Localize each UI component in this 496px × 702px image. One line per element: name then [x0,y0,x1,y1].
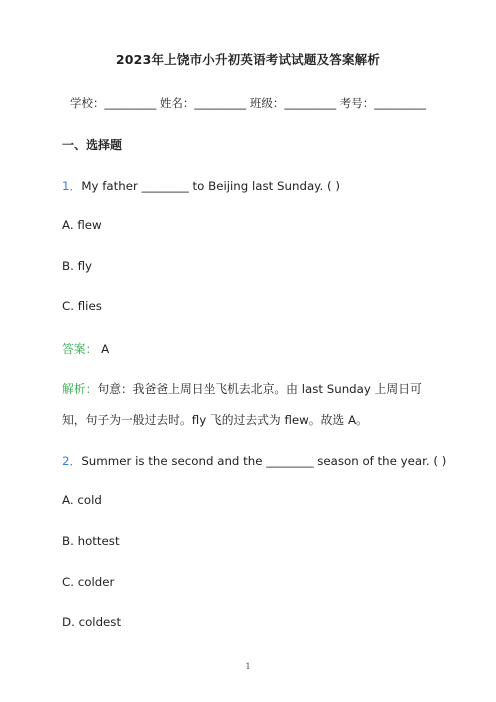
section-heading: 一、选择题 [62,138,123,152]
option-a: A. flew [62,218,102,232]
explanation-label: 解析： [62,382,98,396]
document-title: 2023年上饶市小升初英语考试试题及答案解析 [115,52,381,67]
option-a: A. cold [62,493,102,507]
answer-value: A [97,342,110,356]
option-c: C. colder [62,575,115,589]
explanation-line-1 [62,380,422,397]
question-1 [62,177,340,194]
question-2 [62,452,446,469]
option-b: B. fly [62,259,93,273]
option-c: C. flies [62,299,102,313]
explanation-text-1: 句意：我爸爸上周日坐飞机去北京。由 last Sunday 上周日可 [97,382,422,396]
question-number: 1． [62,179,82,193]
answer-line [62,340,109,357]
student-info-line: 学校：_________ 姓名：_________ 班级：_________ 考号：_________ [70,96,426,110]
answer-label: 答案： [62,342,98,356]
question-stem: My father ________ to Beijing last Sunday. ( ) [81,179,340,193]
page-number: 1 [245,662,251,671]
question-number: 2． [62,454,82,468]
option-d: D. coldest [62,615,122,629]
question-stem: Summer is the second and the ________ season of the year. ( ) [81,454,447,468]
option-b: B. hottest [62,534,120,548]
explanation-line-2: 知，句子为一般过去时。fly 飞的过去式为 flew。故选 A。 [62,413,368,427]
